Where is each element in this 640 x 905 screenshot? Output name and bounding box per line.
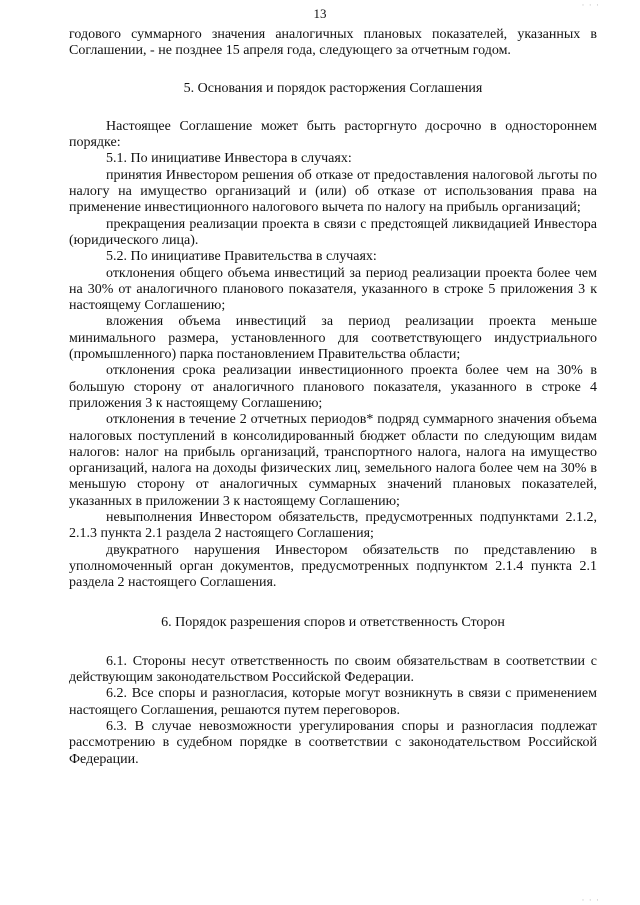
s5-paragraph-4: 5.2. По инициативе Правительства в случаях: xyxy=(106,249,377,265)
s6-paragraph-0: 6.1. Стороны несут ответственность по своим обязательствам в соответствии с действующим законодательством Российской Федерации. xyxy=(69,653,597,686)
s5-paragraph-1: 5.1. По инициативе Инвестора в случаях: xyxy=(106,151,352,167)
document-body xyxy=(69,27,597,768)
s6-paragraph-2: 6.3. В случае невозможности урегулирования споры и разногласия подлежат рассмотрению в судебном порядке в соответствии с законодательством Российской Федерации. xyxy=(69,718,597,767)
section-6-heading: 6. Порядок разрешения споров и ответственность Сторон xyxy=(161,614,505,630)
s5-paragraph-10: двукратного нарушения Инвестором обязательств по представлению в уполномоченный орган документов, предусмотренных подпунктом 2.1.4 пункта 2.1 раздела 2 настоящего Соглашения. xyxy=(69,542,597,591)
section-5-heading: 5. Основания и порядок расторжения Соглашения xyxy=(183,80,483,96)
intro-paragraph: годового суммарного значения аналогичных плановых показателей, указанных в Соглашении, - не позднее 15 апреля года, следующего за отчетным годом. xyxy=(69,27,597,59)
s5-paragraph-7: отклонения срока реализации инвестиционного проекта более чем на 30% в большую сторону от аналогичного планового показателя, указанного в строке 4 приложения 3 к настоящему Соглашению; xyxy=(69,363,597,411)
s5-paragraph-9: невыполнения Инвестором обязательств, предусмотренных подпунктами 2.1.2, 2.1.3 пункта 2.1 раздела 2 настоящего Соглашения; xyxy=(69,510,597,542)
s5-paragraph-5: отклонения общего объема инвестиций за период реализации проекта более чем на 30% от аналогичного планового показателя, указанного в строке 5 приложения 3 к настоящему Соглашению; xyxy=(69,265,597,314)
corner-mark-top: · · · xyxy=(581,0,600,10)
corner-mark-bottom: · · · xyxy=(581,895,600,905)
s5-paragraph-0: Настоящее Соглашение может быть расторгнуто досрочно в одностороннем порядке: xyxy=(69,118,597,151)
s5-paragraph-3: прекращения реализации проекта в связи с предстоящей ликвидацией Инвестора (юридического лица). xyxy=(69,216,597,248)
s5-paragraph-2: принятия Инвестором решения об отказе от предоставления налоговой льготы по налогу на имущество организаций и (или) об отказе от использования права на применение инвестиционного налогового вычета по налогу на прибыль организаций; xyxy=(69,167,597,216)
page-number: 13 xyxy=(313,6,327,21)
s5-paragraph-8: отклонения в течение 2 отчетных периодов* подряд суммарного значения объема налоговых поступлений в консолидированный бюджет области по следующим видам налогов: налог на прибыль организаций, транспортного налога, налога на имущество организаций, налога на доходы физических лиц, земельного налога более чем на 30% в меньшую сторону от аналогичных суммарных значений плановых показателей, указанных в приложении 3 к настоящему Соглашению; xyxy=(69,412,597,509)
s6-paragraph-1: 6.2. Все споры и разногласия, которые могут возникнуть в связи с применением настоящего Соглашения, решаются путем переговоров. xyxy=(69,686,597,718)
s5-paragraph-6: вложения объема инвестиций за период реализации проекта меньше минимального размера, установленного для соответствующего индустриального (промышленного) парка постановлением Правительства области; xyxy=(69,314,597,363)
